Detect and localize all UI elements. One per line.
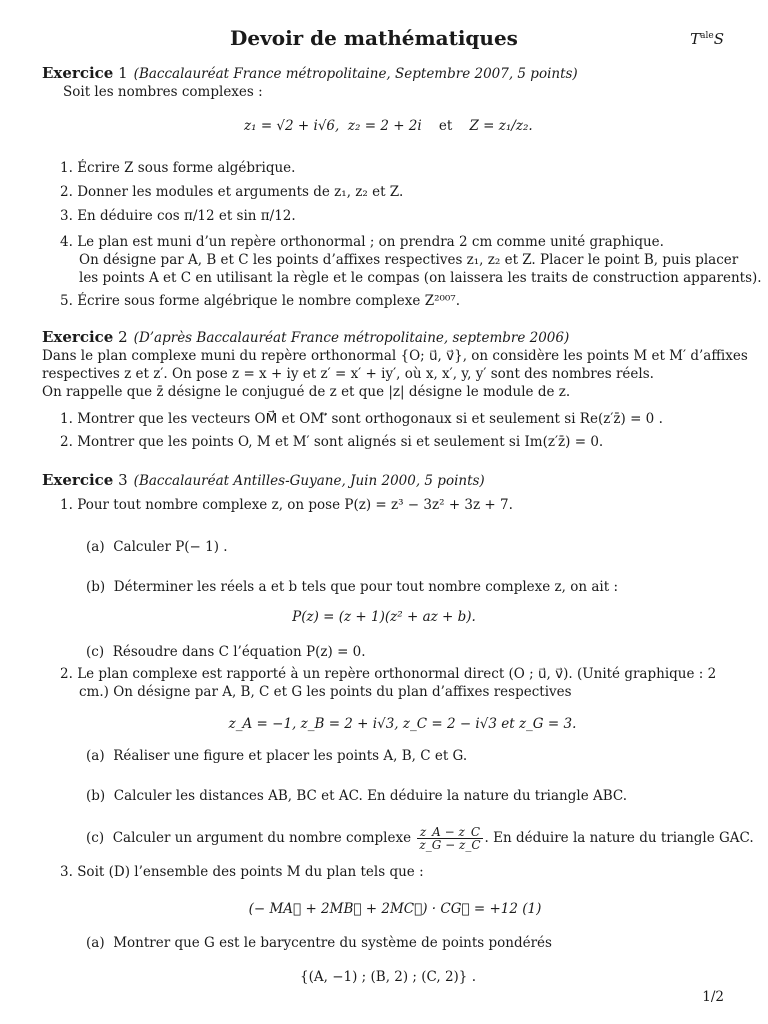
ex3-q3a-formula: {(A, −1) ; (B, 2) ; (C, 2)} . <box>300 969 476 985</box>
ex3-q1c: (c) Résoudre dans C l’équation P(z) = 0. <box>86 644 366 660</box>
ex3-q2-formula: z_A = −1, z_B = 2 + i√3, z_C = 2 − i√3 et z_G = 3. <box>228 716 577 732</box>
ex2-item-2: 2. Montrer que les points O, M et M′ sont alignés si et seulement si Im(z′z̄) = 0. <box>60 434 604 450</box>
ex3-q2c-fraction: $\frac{z\_A - z\_C}{z\_G - z\_C}$ <box>419 825 481 852</box>
ex1-item-5: 5. Écrire sous forme algébrique le nombre complexe Z²⁰⁰⁷. <box>60 293 461 309</box>
ex3-q2a: (a) Réaliser une figure et placer les points A, B, C et G. <box>86 748 468 764</box>
ex3-q2b: (b) Calculer les distances AB, BC et AC. En déduire la nature du triangle ABC. <box>86 788 628 804</box>
ex3-q2: 2. Le plan complexe est rapporté à un repère orthonormal direct (O ; u⃗, v⃗). (Unité graphique : 2 <box>60 666 717 682</box>
ex2-line-1: Dans le plan complexe muni du repère orthonormal {O; u⃗, v⃗}, on considère les points M et M′ d’affixes <box>42 348 748 364</box>
ex1-item-4-line-3: les points A et C en utilisant la règle et le compas (on laissera les traits de construction apparents). <box>79 270 762 286</box>
ex2-item-1: 1. Montrer que les vecteurs OM⃗ et OM′⃗ sont orthogonaux si et seulement si Re(z′z̄) = 0 . <box>60 411 663 427</box>
ex3-q3a: (a) Montrer que G est le barycentre du système de points pondérés <box>86 935 552 951</box>
page-number: 1/2 <box>702 989 724 1005</box>
ex3-q1: 1. Pour tout nombre complexe z, on pose P(z) = z³ − 3z² + 3z + 7. <box>60 497 513 513</box>
exercise-2-heading: Exercice 2 (D’après Baccalauréat France métropolitaine, septembre 2006) <box>42 328 570 346</box>
exercise-1-intro: Soit les nombres complexes : <box>63 84 263 100</box>
ex2-line-3: On rappelle que z̄ désigne le conjugué de z et que |z| désigne le module de z. <box>42 384 571 400</box>
ex2-line-2: respectives z et z′. On pose z = x + iy et z′ = x′ + iy′, où x, x′, y, y′ sont des nombres réels. <box>42 366 654 382</box>
ex3-q2-line-2: cm.) On désigne par A, B, C et G les points du plan d’affixes respectives <box>79 684 572 700</box>
ex1-item-4-line-2: On désigne par A, B et C les points d’affixes respectives z₁, z₂ et Z. Placer le point B, puis placer <box>79 252 739 268</box>
page-title: Devoir de mathématiques <box>230 26 518 50</box>
ex1-item-4: 4. Le plan est muni d’un repère orthonormal ; on prendra 2 cm comme unité graphique. <box>60 234 664 250</box>
ex3-q1b: (b) Déterminer les réels a et b tels que pour tout nombre complexe z, on ait : <box>86 579 618 595</box>
ex1-item-1: 1. Écrire Z sous forme algébrique. <box>60 160 296 176</box>
ex3-q3-formula: (− MA⃗ + 2MB⃗ + 2MC⃗) · CG⃗ = +12 (1) <box>248 901 542 917</box>
exercise-3-heading: Exercice 3 (Baccalauréat Antilles-Guyane, Juin 2000, 5 points) <box>42 471 485 489</box>
ex3-q2c: (c) Calculer un argument du nombre complexe $\frac{z\_A - z\_C}{z\_G - z\_C}$ . En déduire la nature du triangle GAC. <box>86 825 754 852</box>
exercise-1-formula: z₁ = √2 + i√6, z₂ = 2 + 2i et Z = z₁/z₂. <box>244 118 533 134</box>
ex3-q1b-formula: P(z) = (z + 1)(z² + az + b). <box>292 609 476 625</box>
ex3-q1a: (a) Calculer P(− 1) . <box>86 539 228 555</box>
class-level: $T^{ale}S$ <box>690 30 724 48</box>
ex3-q3: 3. Soit (D) l’ensemble des points M du plan tels que : <box>60 864 424 880</box>
exercise-1-heading: Exercice 1 (Baccalauréat France métropolitaine, Septembre 2007, 5 points) <box>42 64 578 82</box>
ex1-item-3: 3. En déduire cos π/12 et sin π/12. <box>60 208 296 224</box>
ex1-item-2: 2. Donner les modules et arguments de z₁, z₂ et Z. <box>60 184 404 200</box>
